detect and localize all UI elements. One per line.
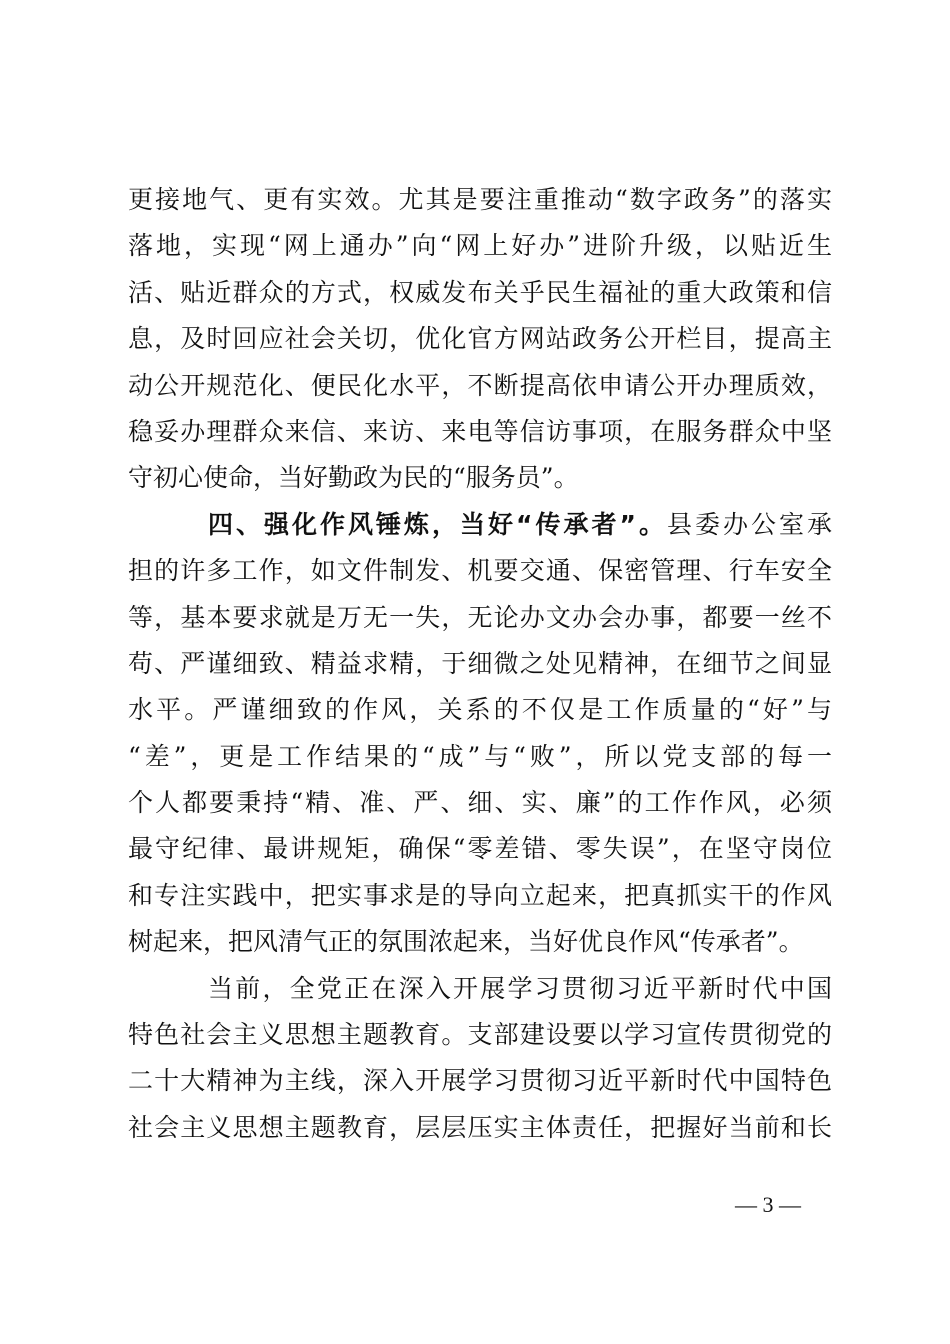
paragraph-line: 树起来，把风清气正的氛围浓起来，当好优良作风“传承者”。 [128,927,804,957]
paragraph-line: 稳妥办理群众来信、来访、来电等信访事项，在服务群众中坚 [128,416,832,446]
paragraph-line: 当前，全党正在深入开展学习贯彻习近平新时代中国 [208,973,832,1003]
paragraph-line: 二十大精神为主线，深入开展学习贯彻习近平新时代中国特色 [128,1066,832,1096]
paragraph-line: 等，基本要求就是万无一失，无论办文办会办事，都要一丝不 [128,602,832,632]
section-heading: 四、强化作风锤炼，当好“传承者”。 [208,509,667,539]
paragraph-line: 和专注实践中，把实事求是的导向立起来，把真抓实干的作风 [128,880,832,910]
paragraph-line: 最守纪律、最讲规矩，确保“零差错、零失误”，在坚守岗位 [128,834,832,864]
paragraph-line: 更接地气、更有实效。尤其是要注重推动“数字政务”的落实 [128,185,832,214]
paragraph-line: 担的许多工作，如文件制发、机要交通、保密管理、行车安全 [128,556,832,586]
paragraph-line: 水平。严谨细致的作风，关系的不仅是工作质量的“好”与 [128,695,832,725]
page-number: — 3 — [735,1192,801,1217]
paragraph-line: 落地，实现“网上通办”向“网上好办”进阶升级，以贴近生 [128,231,832,261]
paragraph-line: 活、贴近群众的方式，权威发布关乎民生福祉的重大政策和信 [128,277,832,307]
paragraph-line: 守初心使命，当好勤政为民的“服务员”。 [128,463,579,493]
section-heading-line [128,502,832,548]
paragraph-line: 动公开规范化、便民化水平，不断提高依申请公开办理质效， [128,370,832,400]
heading-line-text: 县委办公室承 [666,509,832,539]
paragraph-line: 息，及时回应社会关切，优化官方网站政务公开栏目，提高主 [128,324,832,354]
paragraph-line: 个人都要秉持“精、准、严、细、实、廉”的工作作风，必须 [128,788,832,818]
paragraph-line: “差”，更是工作结果的“成”与“败”，所以党支部的每一 [128,741,832,771]
paragraph-line: 社会主义思想主题教育，层层压实主体责任，把握好当前和长 [128,1112,832,1142]
paragraph-line: 特色社会主义思想主题教育。支部建设要以学习宣传贯彻党的 [128,1020,832,1050]
paragraph-line: 苟、严谨细致、精益求精，于细微之处见精神，在细节之间显 [128,648,832,678]
body-text [128,177,832,1151]
